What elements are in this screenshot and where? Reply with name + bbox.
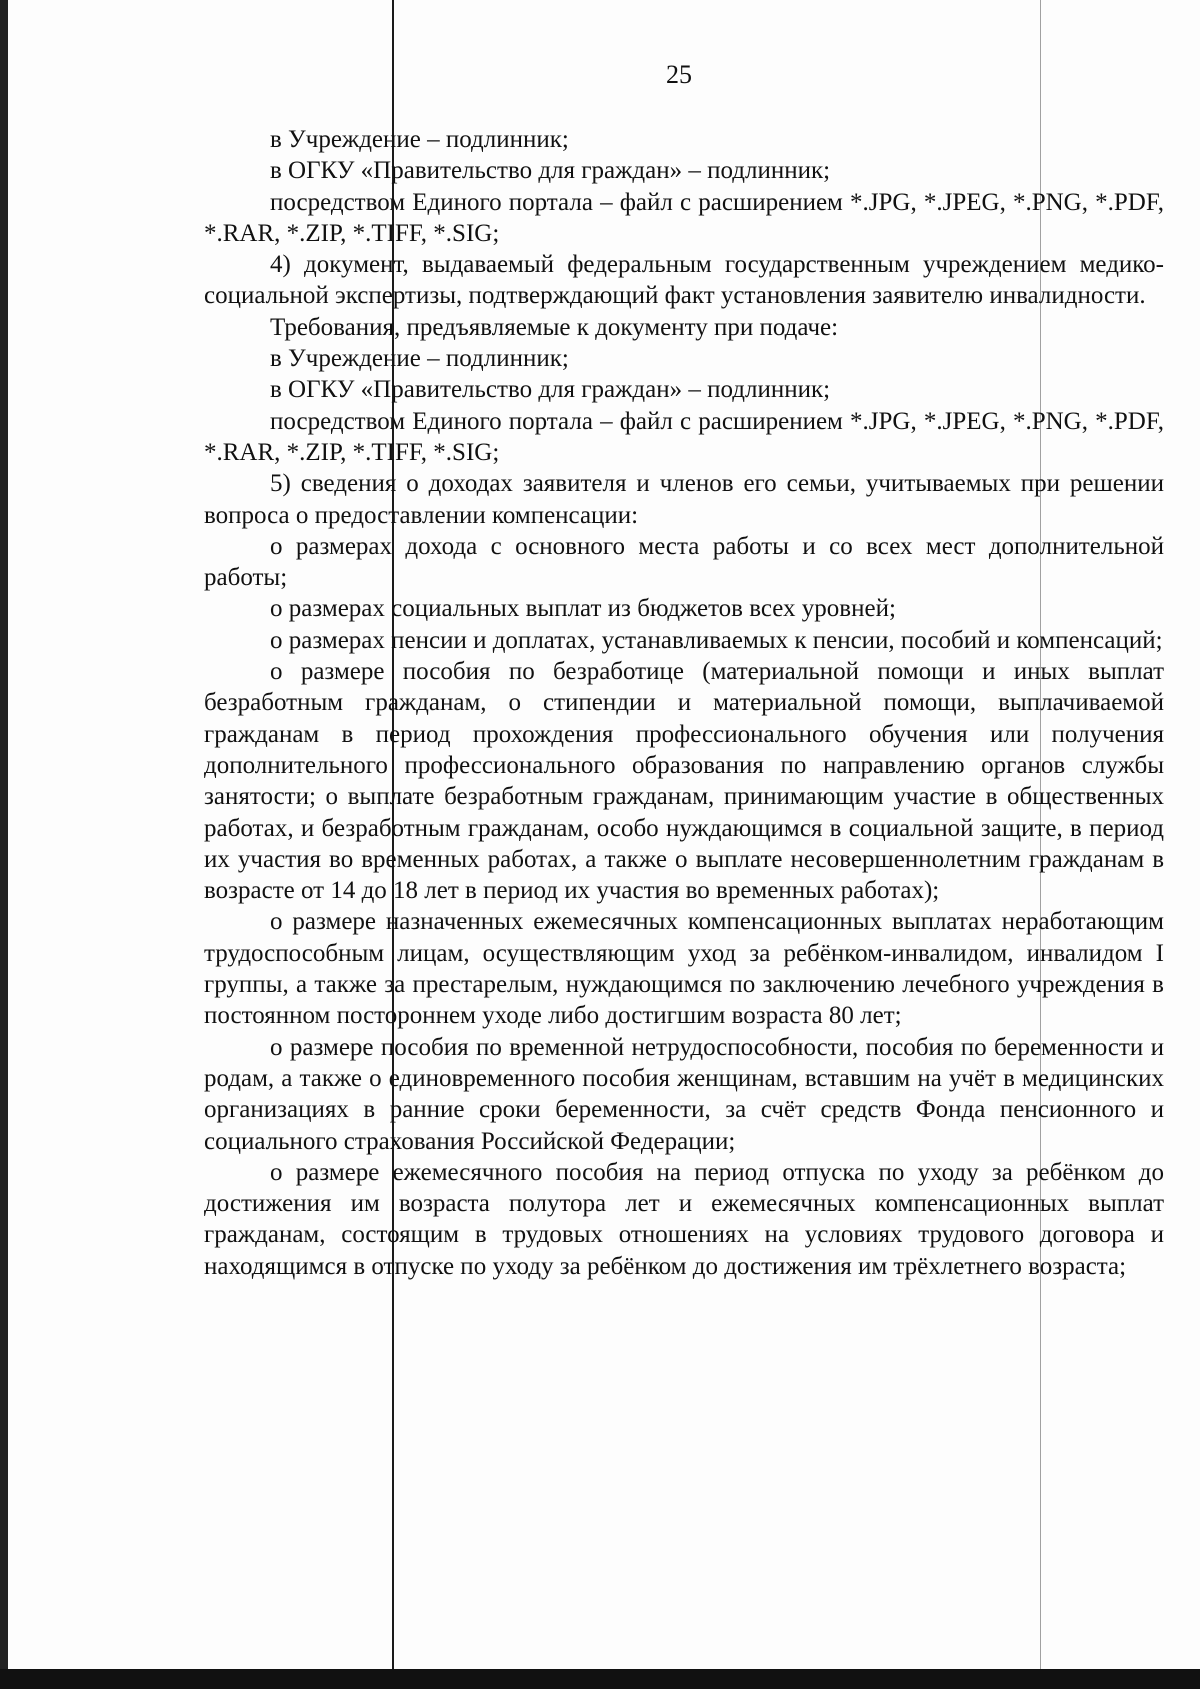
paragraph: в Учреждение – подлинник;: [270, 126, 569, 153]
document-body: [204, 124, 1164, 1282]
paragraph: о размере пособия по безработице (материальной помощи и иных выплат безработным гражданам, о стипендии и материальной помощи, выплачиваемой гражданам в период прохождения профессионального обучения или получения дополнительного профессионального образования по направлению органов службы занятости; о выплате безработным гражданам, принимающим участие в общественных работах, и безработным гражданам, особо нуждающимся в социальной защите, в период их участия во временных работах, а также о выплате несовершеннолетним гражданам в возрасте от 14 до 18 лет в период их участия во временных работах);: [204, 658, 1164, 905]
paragraph: в ОГКУ «Правительство для граждан» – подлинник;: [270, 376, 831, 404]
paragraph: о размере назначенных ежемесячных компенсационных выплатах неработающим трудоспособным лицам, осуществляющим уход за ребёнком-инвалидом, инвалидом I группы, а также за престарелым, нуждающимся по заключению лечебного учреждения в постоянном постороннем уходе либо достигшим возраста 80 лет;: [204, 908, 1164, 1030]
scan-left-edge: [0, 0, 8, 1689]
paragraph: в ОГКУ «Правительство для граждан» – подлинник;: [270, 157, 831, 185]
paragraph: посредством Единого портала – файл с расширением *.JPG, *.JPEG, *.PNG, *.PDF, *.RAR, *.ZIP, *.TIFF, *.SIG;: [204, 407, 1164, 466]
page-number: 25: [666, 60, 692, 89]
paragraph: о размерах пенсии и доплатах, устанавливаемых к пенсии, пособий и компенсаций;: [270, 626, 1163, 654]
scan-bottom-edge: [0, 1669, 1200, 1689]
paragraph: в Учреждение – подлинник;: [270, 345, 569, 373]
paragraph: Требования, предъявляемые к документу при подаче:: [270, 313, 839, 341]
paragraph: о размере ежемесячного пособия на период отпуска по уходу за ребёнком до достижения им возраста полутора лет и ежемесячных компенсационных выплат гражданам, состоящим в трудовых отношениях на условиях трудового договора и находящимся в отпуске по уходу за ребёнком до достижения им трёхлетнего возраста;: [204, 1158, 1164, 1280]
paragraph: о размерах дохода с основного места работы и со всех мест дополнительной работы;: [204, 532, 1164, 592]
paragraph: о размере пособия по временной нетрудоспособности, пособия по беременности и родам, а также о единовременного пособия женщинам, вставшим на учёт в медицинских организациях в ранние сроки беременности, за счёт средств Фонда пенсионного и социального страхования Российской Федерации;: [204, 1033, 1164, 1155]
paragraph: 5) сведения о доходах заявителя и членов его семьи, учитываемых при решении вопроса о предоставлении компенсации:: [204, 470, 1164, 529]
paragraph: 4) документ, выдаваемый федеральным государственным учреждением медико-социальной экспертизы, подтверждающий факт установления заявителю инвалидности.: [204, 251, 1164, 310]
paragraph: посредством Единого портала – файл с расширением *.JPG, *.JPEG, *.PNG, *.PDF, *.RAR, *.ZIP, *.TIFF, *.SIG;: [204, 188, 1164, 247]
paragraph: о размерах социальных выплат из бюджетов всех уровней;: [270, 595, 896, 623]
